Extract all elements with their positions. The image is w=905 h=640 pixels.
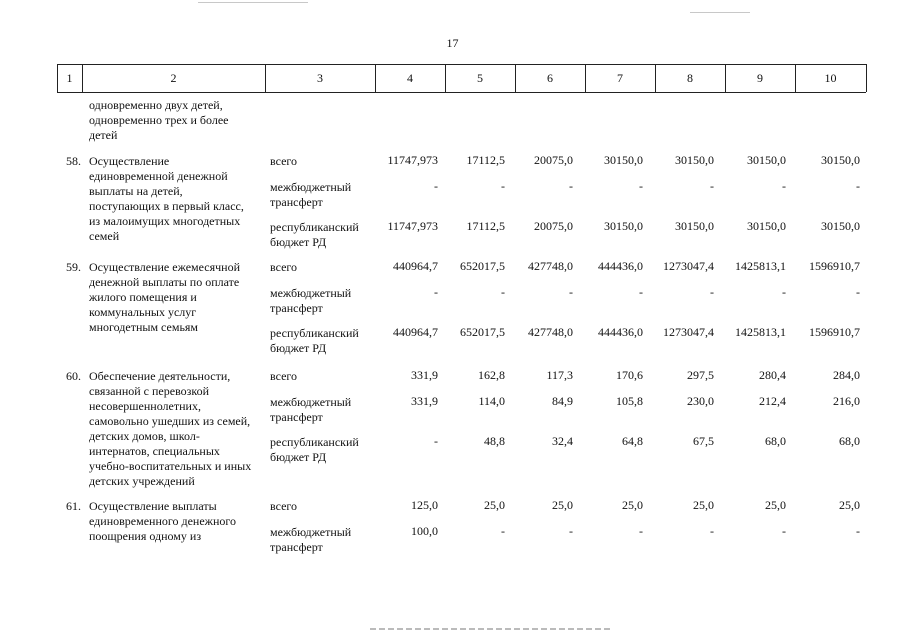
source-label: всего [270, 260, 298, 274]
row-description: детских домов, школ- [89, 429, 200, 443]
row-description: Осуществление [89, 154, 170, 168]
cell-value: 284,0 [833, 368, 860, 382]
cell-value: - [710, 524, 714, 538]
cell-value: 652017,5 [460, 325, 505, 339]
cell-value: 1425813,1 [735, 259, 786, 273]
cell-value: - [856, 524, 860, 538]
row-description: Осуществление выплаты [89, 499, 217, 513]
cell-value: 30150,0 [747, 153, 786, 167]
cell-value: 30150,0 [675, 219, 714, 233]
table-rule [866, 64, 867, 92]
row-description: поступающих в первый класс, [89, 199, 244, 213]
column-header: 8 [687, 71, 693, 85]
source-label: бюджет РД [270, 235, 327, 249]
source-label: трансферт [270, 301, 323, 315]
source-label: межбюджетный [270, 286, 352, 300]
column-header: 9 [757, 71, 763, 85]
cell-value: 30150,0 [604, 219, 643, 233]
cell-value: - [569, 285, 573, 299]
column-header: 7 [617, 71, 623, 85]
cell-value: 20075,0 [534, 219, 573, 233]
cell-value: 30150,0 [747, 219, 786, 233]
cell-value: 64,8 [622, 434, 643, 448]
cell-value: - [569, 179, 573, 193]
row-description: детских учреждений [89, 474, 195, 488]
row-description: связанной с перевозкой [89, 384, 210, 398]
cell-value: 212,4 [759, 394, 786, 408]
source-label: бюджет РД [270, 450, 327, 464]
row-description: Осуществление ежемесячной [89, 260, 240, 274]
cell-value: - [782, 179, 786, 193]
cell-value: 105,8 [616, 394, 643, 408]
source-label: трансферт [270, 540, 323, 554]
source-label: трансферт [270, 195, 323, 209]
cell-value: 444436,0 [598, 325, 643, 339]
cell-value: 114,0 [478, 394, 505, 408]
cell-value: 1596910,7 [809, 259, 860, 273]
cell-value: 100,0 [411, 524, 438, 538]
column-header: 1 [66, 71, 73, 85]
cell-value: 25,0 [484, 498, 505, 512]
cell-value: 230,0 [687, 394, 714, 408]
scan-mark [370, 628, 610, 630]
cell-value: - [639, 179, 643, 193]
cell-value: 17112,5 [466, 219, 505, 233]
source-label: межбюджетный [270, 180, 352, 194]
cell-value: 11747,973 [387, 219, 438, 233]
cell-value: - [434, 285, 438, 299]
row-number: 60. [66, 369, 81, 383]
row-description: поощрения одному из [89, 529, 202, 543]
cell-value: 25,0 [765, 498, 786, 512]
row-description: интернатов, специальных [89, 444, 220, 458]
cell-value: 440964,7 [393, 259, 438, 273]
cell-value: - [856, 179, 860, 193]
row-description: из малоимущих многодетных [89, 214, 241, 228]
page-number: 17 [446, 36, 459, 50]
column-header: 3 [317, 71, 323, 85]
column-header: 4 [407, 71, 413, 85]
cell-value: 117,3 [546, 368, 573, 382]
cell-value: 68,0 [765, 434, 786, 448]
cell-value: 427748,0 [528, 259, 573, 273]
cell-value: 17112,5 [466, 153, 505, 167]
cell-value: 25,0 [552, 498, 573, 512]
row-description: Обеспечение деятельности, [89, 369, 231, 383]
cell-value: 30150,0 [604, 153, 643, 167]
cell-value: 48,8 [484, 434, 505, 448]
source-label: межбюджетный [270, 395, 352, 409]
cell-value: - [501, 524, 505, 538]
column-header: 2 [170, 71, 177, 85]
row-description: несовершеннолетних, [89, 399, 201, 413]
column-header: 5 [477, 71, 483, 85]
cell-value: 30150,0 [821, 219, 860, 233]
cell-value: 30150,0 [675, 153, 714, 167]
row-description: выплаты на детей, [89, 184, 183, 198]
cell-value: 1273047,4 [663, 259, 714, 273]
cell-value: 280,4 [759, 368, 786, 382]
cell-value: 297,5 [687, 368, 714, 382]
cell-value: 444436,0 [598, 259, 643, 273]
cell-value: 20075,0 [534, 153, 573, 167]
source-label: республиканский [270, 326, 359, 340]
cell-value: - [782, 524, 786, 538]
cell-value: 32,4 [552, 434, 573, 448]
source-label: республиканский [270, 435, 359, 449]
source-label: бюджет РД [270, 341, 327, 355]
source-label: всего [270, 369, 298, 383]
row-description: единовременной денежной [89, 169, 228, 183]
cell-value: - [501, 285, 505, 299]
row-number: 61. [66, 499, 81, 513]
cell-value: - [434, 434, 438, 448]
cell-value: 68,0 [839, 434, 860, 448]
source-label: межбюджетный [270, 525, 352, 539]
table-rule [57, 92, 866, 93]
cell-value: 84,9 [552, 394, 573, 408]
row-description: денежной выплаты по оплате [89, 275, 240, 289]
cell-value: - [710, 285, 714, 299]
cell-value: - [710, 179, 714, 193]
row-number: 59. [66, 260, 81, 274]
cell-value: - [639, 285, 643, 299]
cell-value: 1273047,4 [663, 325, 714, 339]
continuation-text: детей [89, 128, 118, 142]
source-label: трансферт [270, 410, 323, 424]
cell-value: 11747,973 [387, 153, 438, 167]
cell-value: - [569, 524, 573, 538]
continuation-text: одновременно двух детей, [89, 98, 223, 112]
source-label: всего [270, 499, 298, 513]
cell-value: 652017,5 [460, 259, 505, 273]
column-header: 6 [547, 71, 553, 85]
cell-value: 30150,0 [821, 153, 860, 167]
source-label: республиканский [270, 220, 359, 234]
cell-value: - [856, 285, 860, 299]
cell-value: - [782, 285, 786, 299]
cell-value: - [434, 179, 438, 193]
cell-value: - [501, 179, 505, 193]
cell-value: - [639, 524, 643, 538]
cell-value: 1596910,7 [809, 325, 860, 339]
cell-value: 216,0 [833, 394, 860, 408]
cell-value: 25,0 [622, 498, 643, 512]
cell-value: 125,0 [411, 498, 438, 512]
cell-value: 331,9 [411, 394, 438, 408]
scan-mark [690, 12, 750, 13]
cell-value: 331,9 [411, 368, 438, 382]
cell-value: 427748,0 [528, 325, 573, 339]
column-header: 10 [824, 71, 837, 85]
cell-value: 162,8 [478, 368, 505, 382]
row-description: учебно-воспитательных и иных [89, 459, 252, 473]
row-number: 58. [66, 154, 81, 168]
scan-mark [198, 2, 308, 3]
row-description: коммунальных услуг [89, 305, 197, 319]
cell-value: 25,0 [693, 498, 714, 512]
source-label: всего [270, 154, 298, 168]
continuation-text: одновременно трех и более [89, 113, 229, 127]
row-description: семей [89, 229, 120, 243]
row-description: многодетным семьям [89, 320, 199, 334]
row-description: единовременного денежного [89, 514, 237, 528]
cell-value: 440964,7 [393, 325, 438, 339]
row-description: жилого помещения и [89, 290, 197, 304]
cell-value: 67,5 [693, 434, 714, 448]
cell-value: 170,6 [616, 368, 643, 382]
row-description: самовольно ушедших из семей, [89, 414, 251, 428]
cell-value: 25,0 [839, 498, 860, 512]
cell-value: 1425813,1 [735, 325, 786, 339]
